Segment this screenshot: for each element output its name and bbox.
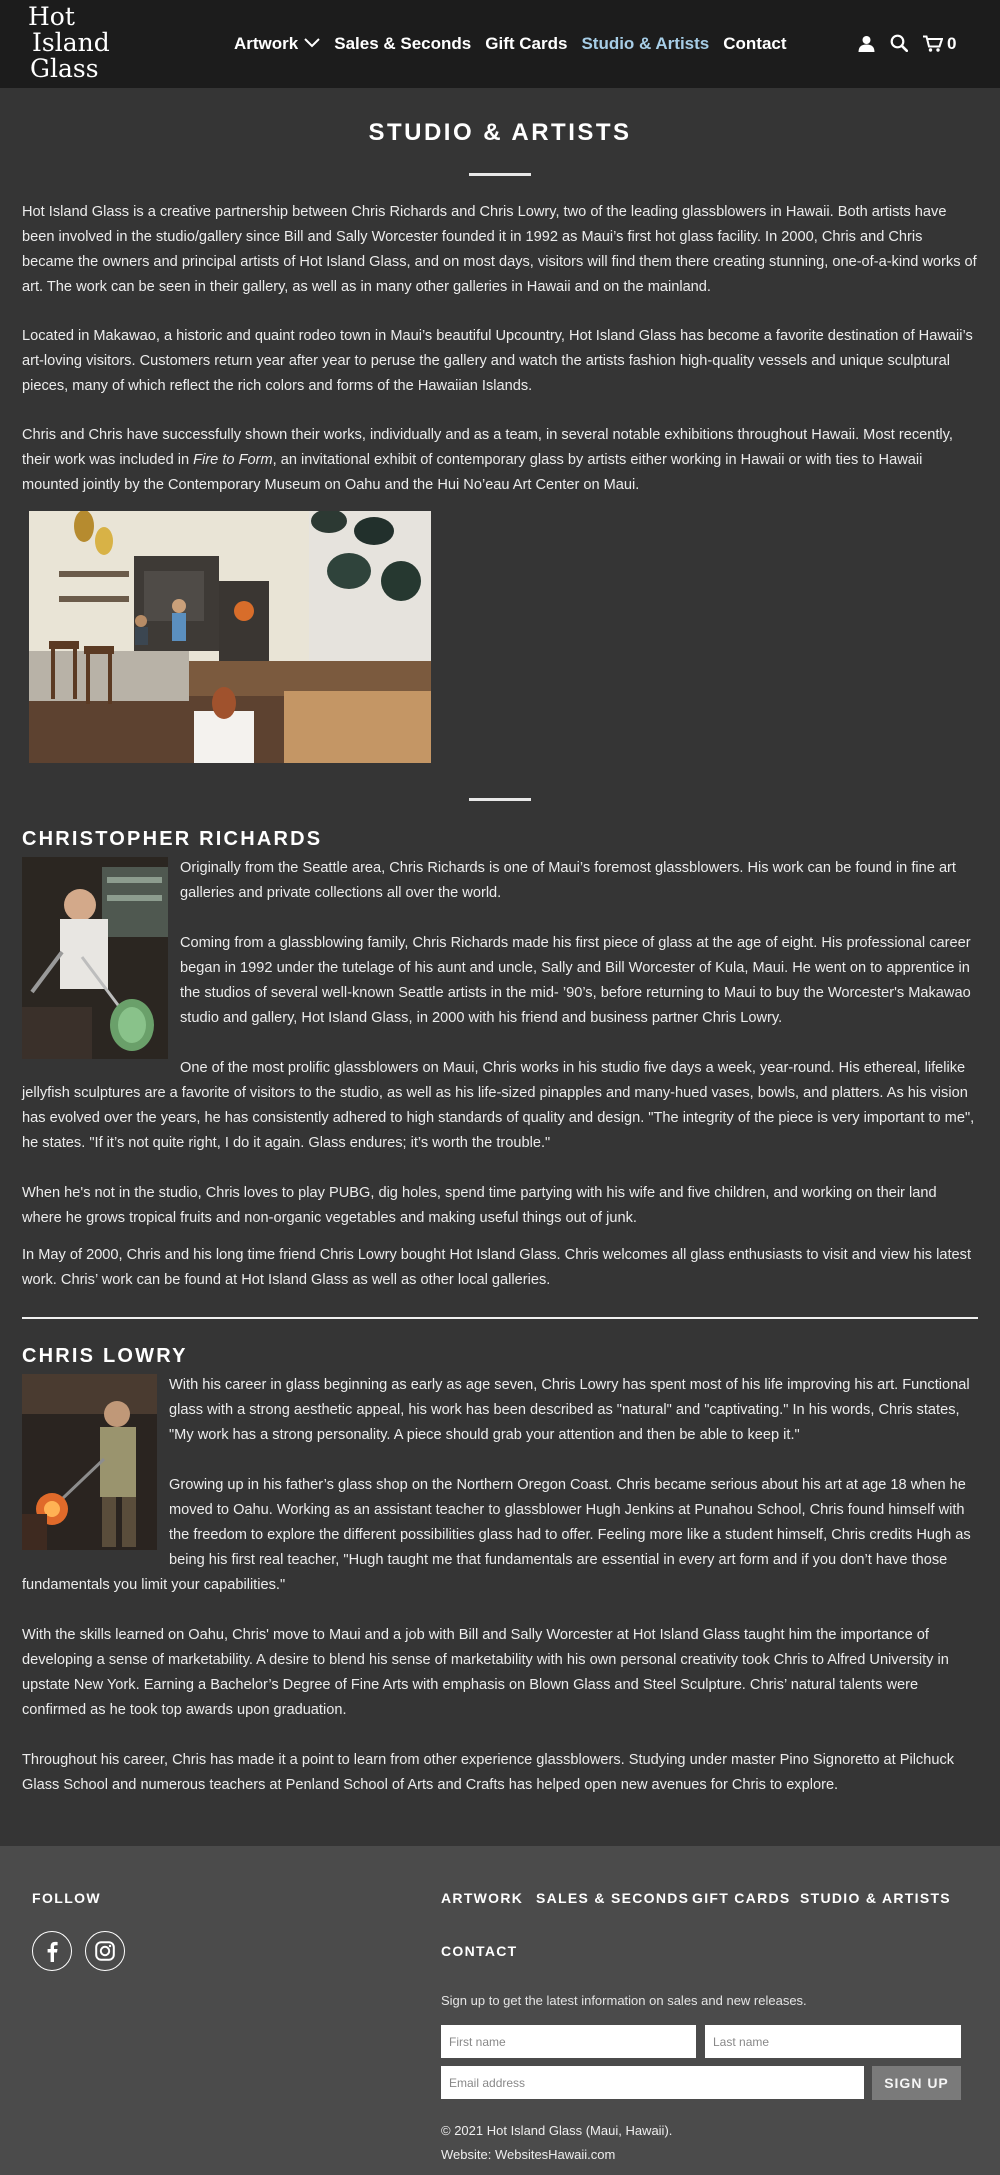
footer-link-gift-cards[interactable]: GIFT CARDS [692, 1890, 791, 1906]
chevron-down-icon [304, 38, 320, 48]
richards-paragraph-5: In May of 2000, Chris and his long time friend Chris Lowry bought Hot Island Glass. Chris welcomes all glass enthusiasts to visit and view his latest work. Chris’ work can be found at Hot Island Glass as well as other local galleries. [22, 1247, 972, 1288]
cart-button[interactable] [923, 31, 956, 56]
lowry-paragraph-2: Growing up in his father’s glass shop on the Northern Oregon Coast. Chris became serious about his art at age 18 when he moved to Oahu. Working as an assistant teacher to glassblower Hugh Jenkins at Punahou School, Chris found himself with the freedom to explore the different possibilities glass had to offer. Feeling more like a student himself, Chris credits Hugh as being his first real teacher, "Hugh taught me that fundamentals are essential in every art form and if you don’t have those fundamentals you limit your capabilities." [22, 1477, 971, 1593]
copyright-text: © 2021 Hot Island Glass (Maui, Hawaii). [441, 2123, 673, 2138]
signup-text: Sign up to get the latest information on sales and new releases. [441, 1993, 807, 2008]
nav-contact[interactable]: Contact [723, 33, 787, 53]
richards-paragraph-2: Coming from a glassblowing family, Chris Richards made his first piece of glass at the age of eight. His professional career began in 1992 under the tutelage of his aunt and uncle, Sally and Bill Worcester of Kula, Maui. He went on to apprentice in the studios of several well-known Seattle artists in the mid- ’90’s, before returning to Maui to buy the Worcester's Makawao studio and gallery, Hot Island Glass, in 2000 with his friend and business partner Chris Lowry. [180, 935, 971, 1026]
page-title: STUDIO & ARTISTS [368, 119, 632, 146]
last-name-field[interactable] [705, 2025, 961, 2058]
lowry-paragraph-4: Throughout his career, Chris has made it a point to learn from other experience glassblowers. Studying under master Pino Signoretto at Pilchuck Glass School and numerous teachers at Penland School of Arts and Crafts has helped open new avenues for Chris to explore. [22, 1752, 955, 1793]
user-icon[interactable] [858, 35, 875, 52]
cart-icon [923, 35, 943, 52]
lowry-paragraph-3: With the skills learned on Oahu, Chris' move to Maui and a job with Bill and Sally Worcester at Hot Island Glass taught him the importance of developing a sense of marketability. A desire to blend his sense of marketability with his own personal creativity took Chris to Alfred University in upstate New York. Earning a Bachelor’s Degree of Fine Arts with emphasis on Blown Glass and Steel Sculpture. Chris’ natural talents were confirmed as he took top awards upon graduation. [22, 1627, 949, 1718]
main-nav [234, 30, 801, 56]
site-header [0, 0, 1000, 88]
header-actions [858, 30, 971, 56]
first-name-field[interactable] [441, 2025, 696, 2058]
lowry-bio [22, 1373, 980, 1823]
footer-link-studio-artists[interactable]: STUDIO & ARTISTS [800, 1890, 951, 1906]
nav-gift-cards[interactable]: Gift Cards [485, 33, 568, 53]
studio-photo [29, 511, 431, 763]
facebook-icon [46, 1940, 58, 1962]
richards-bio [22, 856, 980, 1318]
logo-line-1: Hot [28, 2, 75, 31]
lowry-paragraph-1: With his career in glass beginning as early as age seven, Chris Lowry has spent most of his life improving his art. Functional glass with a strong aesthetic appeal, his work has been described as "natural" and "captivating." In his words, Chris states, "My work has a strong personality. A piece should grab your attention and then be able to keep it." [169, 1377, 970, 1443]
signup-button[interactable]: SIGN UP [872, 2066, 961, 2100]
email-field[interactable] [441, 2066, 864, 2099]
nav-artwork[interactable] [234, 31, 320, 56]
richards-paragraph-4: When he's not in the studio, Chris loves to play PUBG, dig holes, spend time partying with his wife and five children, and working on their land where he grows tropical fruits and non-organic vegetables and making useful things out of junk. [22, 1185, 937, 1226]
nav-artwork-label: Artwork [234, 33, 299, 53]
exhibit-text-start: Chris and Chris have successfully shown their works, individually and as a team, in several notable exhibitions throughout Hawaii. Most recently, their work was included in [22, 427, 953, 468]
search-icon[interactable] [890, 34, 908, 52]
logo-line-3: Glass [30, 54, 99, 83]
exhibit-paragraph [22, 423, 978, 498]
exhibit-title: Fire to Form [193, 452, 273, 468]
intro-paragraph-1: Hot Island Glass is a creative partnership between Chris Richards and Chris Lowry, two of the leading glassblowers in Hawaii. Both artists have been involved in the studio/gallery since Bill and Sally Worcester founded it in 1992 as Maui’s first hot glass facility. In 2000, Chris and Chris became the owners and principal artists of Hot Island Glass, and on most days, visitors will find them there creating stunning, one-of-a-kind works of art. The work can be seen in their gallery, as well as in many other galleries in Hawaii and on the mainland. [22, 204, 977, 295]
lowry-heading: CHRIS LOWRY [22, 1345, 188, 1367]
richards-heading: CHRISTOPHER RICHARDS [22, 828, 323, 850]
instagram-link[interactable] [85, 1931, 125, 1971]
copyright [441, 2119, 672, 2167]
richards-paragraph-3: One of the most prolific glassblowers on Maui, Chris works in his studio five days a week, year-round. His ethereal, lifelike jellyfish sculptures are a favorite of visitors to the studio, as well as his life-sized pinapples and many-hued vases, bowls, and platters. As his vision has evolved over the years, he has consistently adhered to high standards of quality and design. "The integrity of the piece is very important to me", he states. "If it’s not quite right, I do it again. Glass endures; it’s worth the trouble." [22, 1060, 975, 1151]
richards-paragraph-1: Originally from the Seattle area, Chris Richards is one of Maui’s foremost glassblowers. His work can be found in fine art galleries and private collections all over the world. [180, 860, 956, 901]
cart-count: 0 [947, 33, 957, 53]
title-divider [469, 173, 531, 176]
follow-heading: FOLLOW [32, 1890, 102, 1906]
nav-sales-seconds[interactable]: Sales & Seconds [334, 33, 472, 53]
footer-link-contact[interactable]: CONTACT [441, 1943, 518, 1959]
footer-link-artwork[interactable]: ARTWORK [441, 1890, 524, 1906]
footer-link-sales-seconds[interactable]: SALES & SECONDS [536, 1890, 690, 1906]
section-divider [469, 798, 531, 801]
lowry-photo [22, 1374, 157, 1550]
site-logo[interactable] [28, 4, 108, 84]
website-credit[interactable]: Website: WebsitesHawaii.com [441, 2147, 616, 2162]
intro-paragraph-2: Located in Makawao, a historic and quaint rodeo town in Maui’s beautiful Upcountry, Hot Island Glass has become a favorite destination of Hawaii’s art-loving visitors. Customers return year after year to peruse the gallery and watch the artists fashion high-quality vessels and unique sculptural pieces, many of which reflect the rich colors and forms of the Hawaiian Islands. [22, 328, 973, 394]
richards-photo [22, 857, 168, 1059]
instagram-icon [95, 1941, 115, 1961]
section-rule [22, 1317, 978, 1319]
nav-studio-artists[interactable]: Studio & Artists [581, 33, 710, 53]
exhibit-text-end: , an invitational exhibit of contemporary glass by artists either working in Hawaii or with ties to Hawaii mounted jointly by the Contemporary Museum on Oahu and the Hui No’eau Art Center on Maui. [22, 452, 923, 493]
logo-line-2: Island [32, 28, 110, 57]
facebook-link[interactable] [32, 1931, 72, 1971]
